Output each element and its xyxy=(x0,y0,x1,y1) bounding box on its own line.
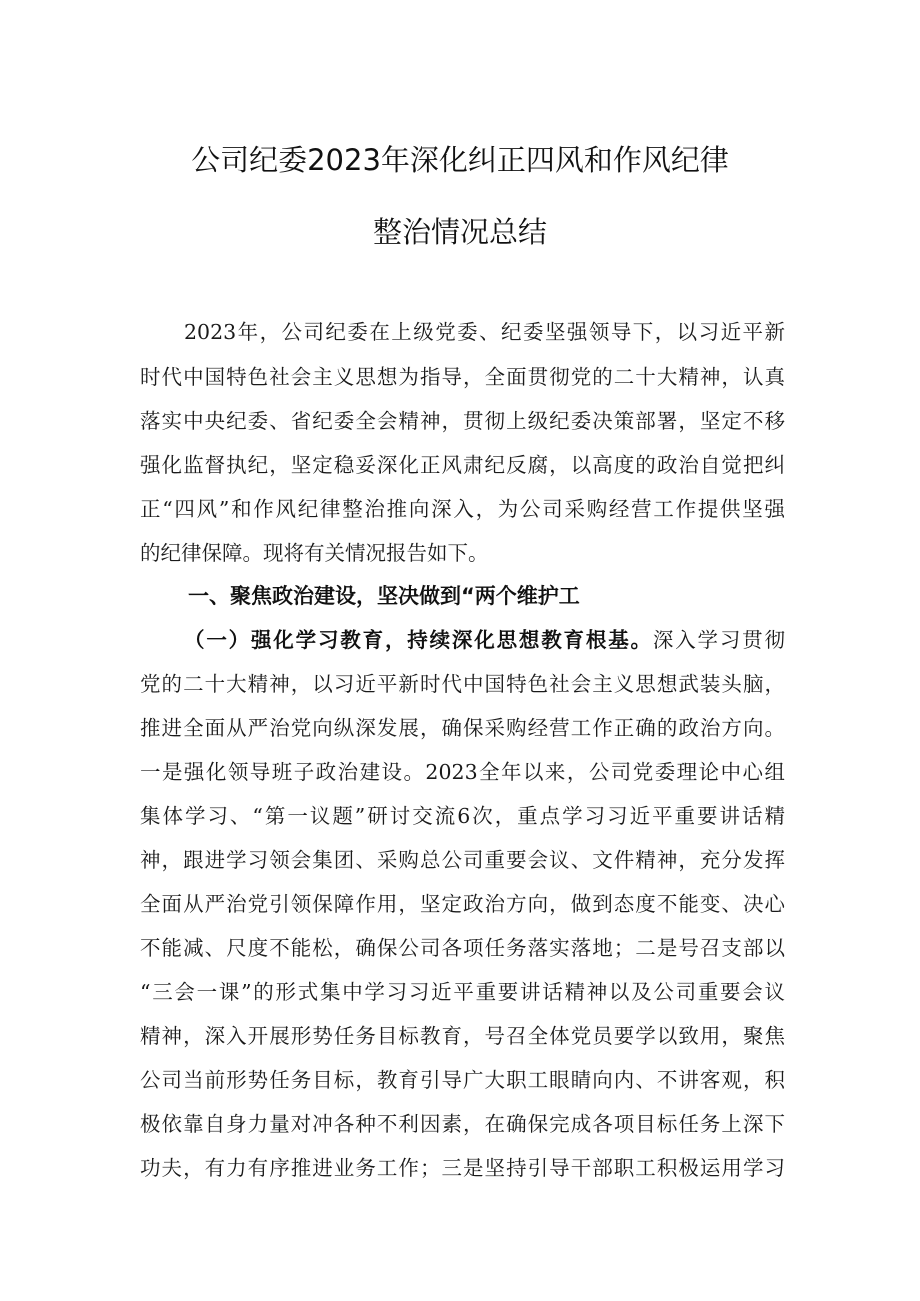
paragraph-2-line-2: 推进全面从严治党向纵深发展，确保采购经营工作正确的政治方向。 xyxy=(140,716,785,740)
paragraph-1-line-5: 正“四风”和作风纪律整治推向深入，为公司采购经营工作提供坚强 xyxy=(140,497,785,521)
paragraph-2-line-9: 精神，深入开展形势任务目标教育，号召全体党员要学以致用，聚焦 xyxy=(140,1024,785,1048)
paragraph-2-line-10: 公司当前形势任务目标，教育引导广大职工眼睛向内、不讲客观，积 xyxy=(140,1068,785,1092)
paragraph-1-line-1: 2023年，公司纪委在上级党委、纪委坚强领导下，以习近平新 xyxy=(184,320,785,344)
paragraph-2-line-6: 全面从严治党引领保障作用，坚定政治方向，做到态度不能变、决心 xyxy=(140,892,785,916)
paragraph-1-line-4: 强化监督执纪，坚定稳妥深化正风肃纪反腐，以高度的政治自觉把纠 xyxy=(140,453,785,477)
paragraph-2-line-3: 一是强化领导班子政治建设。2023全年以来，公司党委理论中心组 xyxy=(140,760,785,784)
subsection-1-heading: （一）强化学习教育，持续深化思想教育根基。 xyxy=(184,628,653,652)
subsection-1-first-rest: 深入学习贯彻 xyxy=(652,628,786,652)
document-title-line-1: 公司纪委2023年深化纠正四风和作风纪律 xyxy=(191,143,729,177)
paragraph-2-line-7: 不能减、尺度不能松，确保公司各项任务落实落地；二是号召支部以 xyxy=(140,936,785,960)
paragraph-2-line-11: 极依靠自身力量对冲各种不利因素，在确保完成各项目标任务上深下 xyxy=(140,1112,785,1136)
paragraph-1-line-2: 时代中国特色社会主义思想为指导，全面贯彻党的二十大精神，认真 xyxy=(140,365,785,389)
paragraph-2-line-8: “三会一课”的形式集中学习习近平重要讲话精神以及公司重要会议 xyxy=(140,980,785,1004)
paragraph-1-line-3: 落实中央纪委、省纪委全会精神，贯彻上级纪委决策部署，坚定不移 xyxy=(140,409,785,433)
paragraph-2-line-5: 神，跟进学习领会集团、采购总公司重要会议、文件精神，充分发挥 xyxy=(140,848,785,872)
paragraph-1-line-6: 的纪律保障。现将有关情况报告如下。 xyxy=(140,541,489,565)
paragraph-2-line-1: 党的二十大精神，以习近平新时代中国特色社会主义思想武装头脑， xyxy=(140,672,785,696)
paragraph-2-line-4: 集体学习、“第一议题”研讨交流6次，重点学习习近平重要讲话精 xyxy=(140,804,785,828)
paragraph-2-line-12: 功夫，有力有序推进业务工作；三是坚持引导干部职工积极运用学习 xyxy=(140,1156,785,1180)
subsection-1-first-line xyxy=(184,618,785,662)
document-body xyxy=(140,0,785,1301)
document-title-line-2: 整治情况总结 xyxy=(372,215,547,249)
section-1-heading: 一、聚焦政治建设，坚决做到“两个维护工 xyxy=(188,584,580,608)
